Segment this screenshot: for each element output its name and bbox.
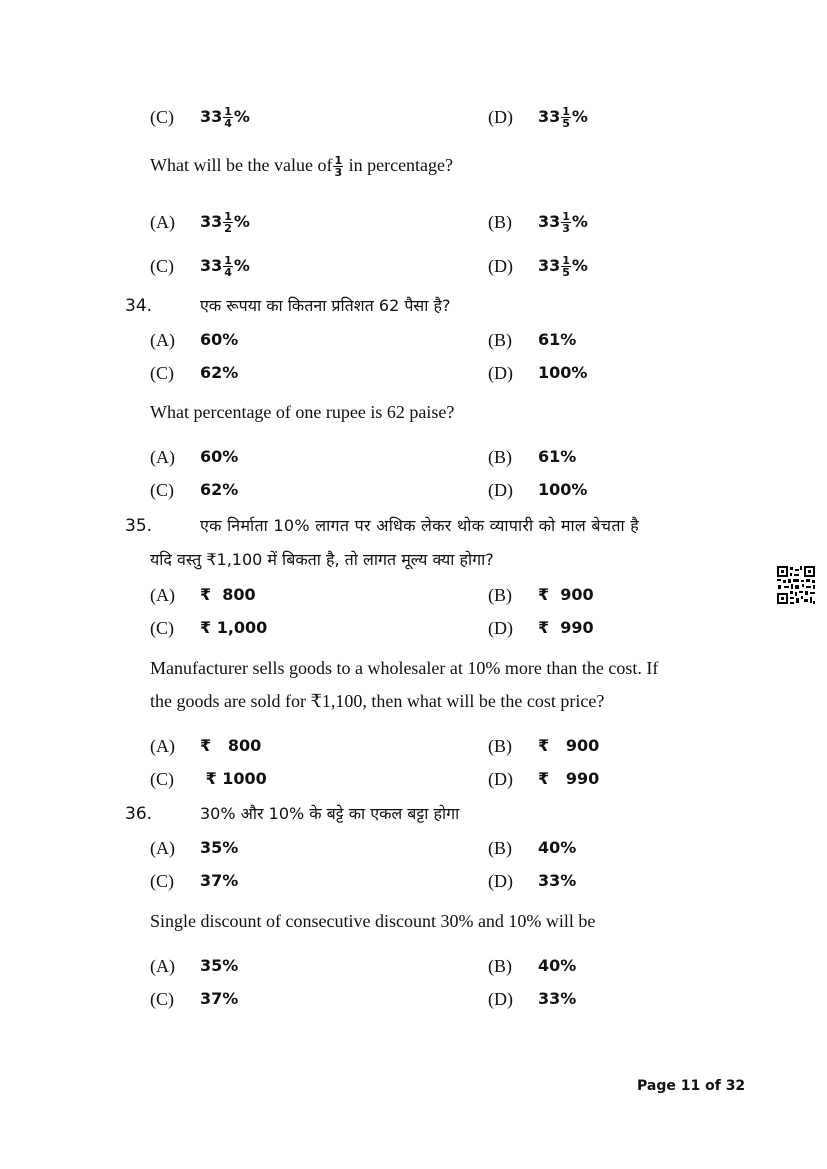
option-value: ₹ 1000	[200, 769, 267, 788]
option-a: (A)	[150, 838, 175, 858]
question-text-hi: एक रूपया का कितना प्रतिशत 62 पैसा है?	[200, 296, 451, 315]
question-text-en: Manufacturer sells goods to a wholesaler at 10% more than the cost. If	[150, 658, 659, 678]
option-c: (C)	[150, 871, 174, 891]
option-value: 37%	[200, 871, 239, 890]
page-number: Page 11 of 32	[637, 1078, 746, 1094]
option-value: 100%	[538, 363, 588, 382]
option-value: ₹ 1,000	[200, 618, 268, 637]
option-d: (D)	[488, 480, 513, 500]
question-text-hi: यदि वस्तु ₹1,100 में बिकता है, तो लागत मूल्य क्या होगा?	[150, 550, 494, 569]
option-b: (B)	[488, 585, 512, 605]
option-value: 33%	[538, 989, 577, 1008]
question-text-hi: 30% और 10% के बट्टे का एकल बट्टा होगा	[200, 804, 460, 823]
option-value: ₹ 990	[538, 769, 600, 788]
option-value: 62%	[200, 480, 239, 499]
option-value: 35%	[200, 838, 239, 857]
option-b: (B)	[488, 330, 512, 350]
option-value: 33 $\frac{1}{4}$ %	[200, 105, 250, 130]
option-d: (D)	[488, 363, 513, 383]
option-a: (A)	[150, 956, 175, 976]
option-d: (D)	[488, 256, 513, 276]
option-b: (B)	[488, 212, 512, 232]
option-c: (C)	[150, 256, 174, 276]
option-b: (B)	[488, 447, 512, 467]
option-value: 35%	[200, 956, 239, 975]
option-c: (C)	[150, 769, 174, 789]
option-value: 40%	[538, 956, 577, 975]
option-d: (D)	[488, 107, 513, 127]
question-text-en: the goods are sold for ₹1,100, then what will be the cost price?	[150, 691, 605, 711]
option-value: 33 $\frac{1}{2}$ %	[200, 210, 250, 235]
option-a: (A)	[150, 212, 175, 232]
qr-code-icon	[776, 565, 816, 605]
option-b: (B)	[488, 956, 512, 976]
option-value: 37%	[200, 989, 239, 1008]
option-c: (C)	[150, 107, 174, 127]
question-number: 35.	[125, 516, 153, 536]
question-number: 36.	[125, 804, 153, 824]
option-b: (B)	[488, 736, 512, 756]
question-text-hi: एक निर्माता 10% लागत पर अधिक लेकर थोक व्यापारी को माल बेचता है	[200, 516, 640, 535]
option-c: (C)	[150, 989, 174, 1009]
option-d: (D)	[488, 871, 513, 891]
option-b: (B)	[488, 838, 512, 858]
option-value: ₹ 990	[538, 618, 594, 637]
option-d: (D)	[488, 618, 513, 638]
option-a: (A)	[150, 736, 175, 756]
option-value: 33 $\frac{1}{3}$ %	[538, 210, 588, 235]
question-text-en: What will be the value of $\frac{1}{3}$ in percentage?	[150, 154, 454, 180]
option-c: (C)	[150, 480, 174, 500]
option-value: 62%	[200, 363, 239, 382]
question-number: 34.	[125, 296, 153, 316]
option-a: (A)	[150, 447, 175, 467]
option-value: ₹ 800	[200, 585, 256, 604]
option-a: (A)	[150, 330, 175, 350]
option-value: 40%	[538, 838, 577, 857]
option-value: 33 $\frac{1}{4}$ %	[200, 254, 250, 279]
option-value: 33 $\frac{1}{5}$ %	[538, 105, 588, 130]
option-c: (C)	[150, 618, 174, 638]
option-value: 33%	[538, 871, 577, 890]
option-value: 100%	[538, 480, 588, 499]
option-value: ₹ 900	[538, 585, 594, 604]
option-c: (C)	[150, 363, 174, 383]
option-value: 61%	[538, 330, 577, 349]
question-text-en: What percentage of one rupee is 62 paise?	[150, 402, 455, 422]
option-value: ₹ 900	[538, 736, 600, 755]
option-d: (D)	[488, 769, 513, 789]
option-value: 60%	[200, 447, 239, 466]
option-d: (D)	[488, 989, 513, 1009]
option-a: (A)	[150, 585, 175, 605]
option-value: 33 $\frac{1}{5}$ %	[538, 254, 588, 279]
question-text-en: Single discount of consecutive discount 30% and 10% will be	[150, 911, 596, 931]
option-value: ₹ 800	[200, 736, 262, 755]
option-value: 61%	[538, 447, 577, 466]
option-value: 60%	[200, 330, 239, 349]
